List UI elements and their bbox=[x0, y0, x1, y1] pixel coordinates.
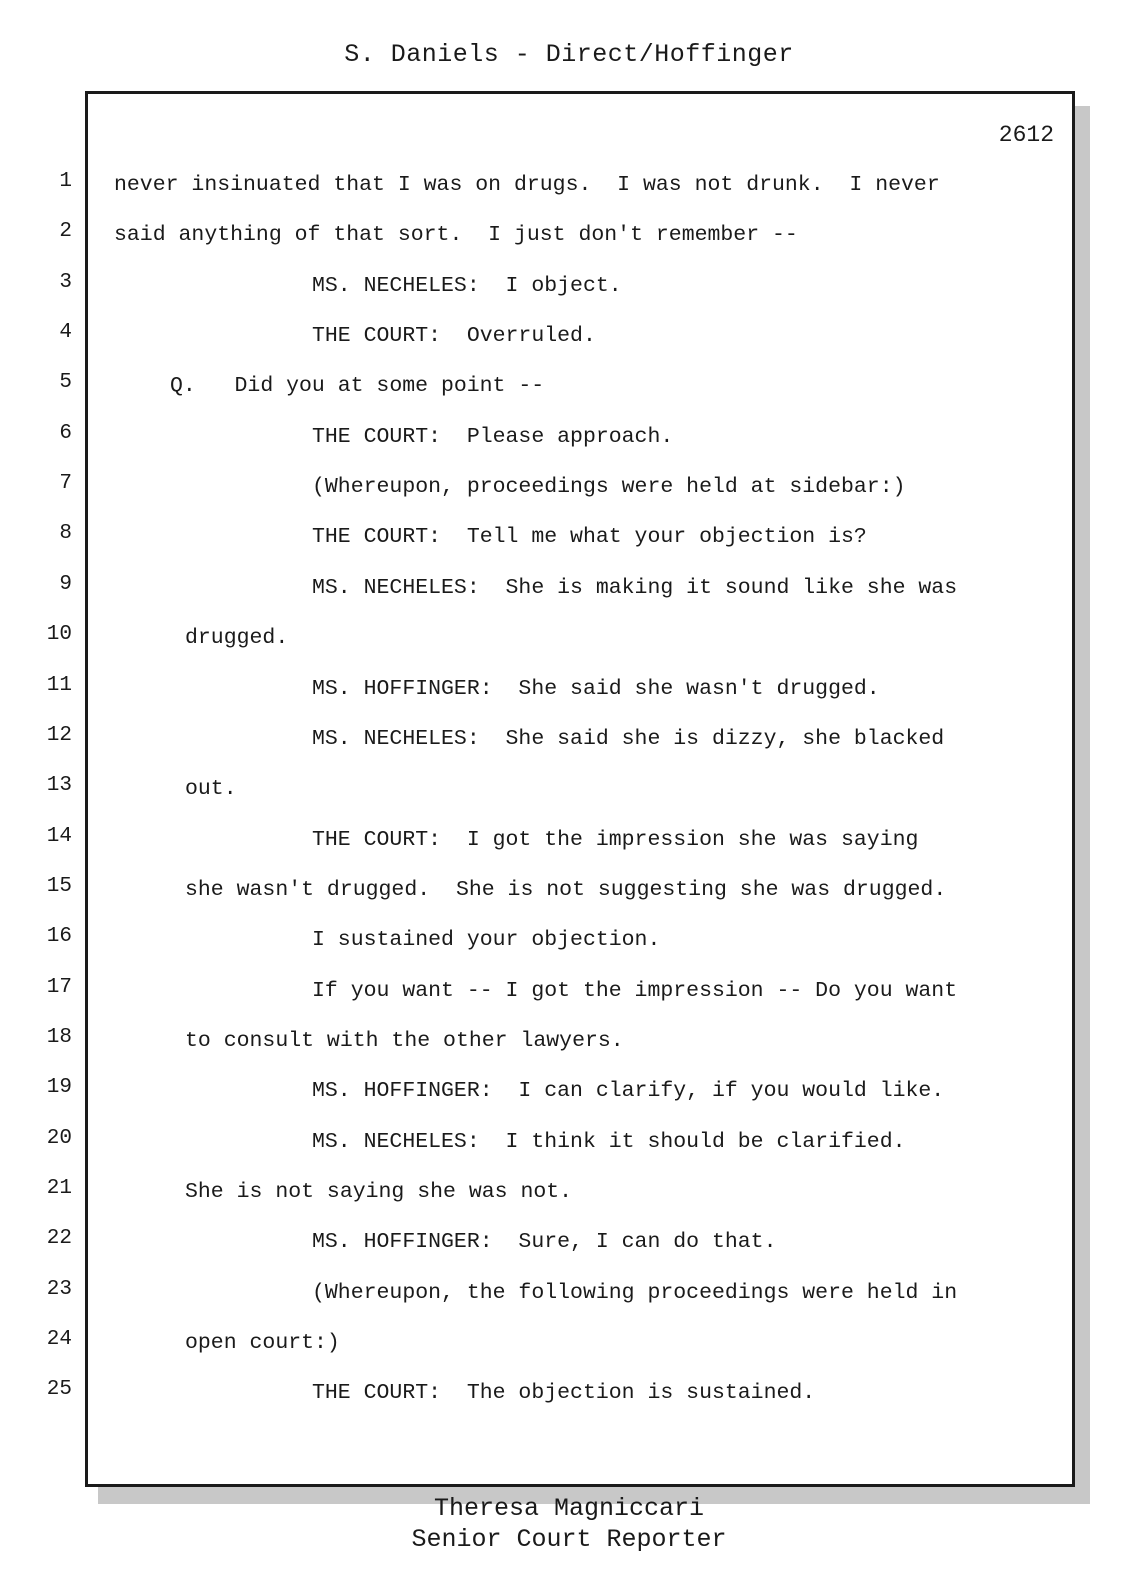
transcript-frame bbox=[85, 91, 1075, 1487]
transcript-line: out. bbox=[185, 777, 237, 802]
transcript-line: MS. NECHELES: She said she is dizzy, she blacked bbox=[312, 726, 945, 751]
transcript-line: to consult with the other lawyers. bbox=[185, 1028, 624, 1053]
transcript-line: MS. HOFFINGER: I can clarify, if you would like. bbox=[312, 1079, 945, 1104]
transcript-line: MS. NECHELES: I object. bbox=[312, 273, 622, 298]
transcript-line: If you want -- I got the impression -- Do you want bbox=[312, 978, 958, 1003]
line-number: 10 bbox=[46, 623, 72, 647]
line-number: 9 bbox=[59, 572, 72, 596]
line-number: 23 bbox=[46, 1277, 72, 1301]
reporter-name: Theresa Magniccari bbox=[433, 1494, 705, 1523]
line-number: 15 bbox=[46, 874, 72, 898]
line-number: 22 bbox=[46, 1227, 72, 1251]
transcript-line: THE COURT: Tell me what your objection is? bbox=[312, 525, 867, 550]
reporter-title: Senior Court Reporter bbox=[411, 1525, 727, 1554]
transcript-line: said anything of that sort. I just don't remember -- bbox=[114, 223, 798, 248]
line-number: 1 bbox=[59, 170, 72, 193]
line-number: 3 bbox=[59, 270, 72, 294]
transcript-line: I sustained your objection. bbox=[312, 928, 661, 953]
line-number: 5 bbox=[59, 371, 72, 395]
transcript-line: THE COURT: Please approach. bbox=[312, 424, 674, 449]
line-number: 13 bbox=[46, 774, 72, 798]
transcript-line: (Whereupon, the following proceedings were held in bbox=[312, 1280, 958, 1305]
transcript-line: MS. NECHELES: She is making it sound like she was bbox=[312, 575, 958, 600]
line-number: 14 bbox=[46, 824, 72, 848]
line-number: 21 bbox=[46, 1177, 72, 1200]
transcript-line: Q. Did you at some point -- bbox=[170, 374, 545, 399]
line-number: 8 bbox=[59, 522, 72, 546]
transcript-line: She is not saying she was not. bbox=[185, 1180, 573, 1204]
transcript-line: (Whereupon, proceedings were held at sidebar:) bbox=[312, 475, 906, 500]
transcript-line: MS. HOFFINGER: Sure, I can do that. bbox=[312, 1230, 777, 1255]
line-number: 20 bbox=[46, 1126, 72, 1150]
line-number: 6 bbox=[59, 421, 72, 445]
transcript-line: open court:) bbox=[185, 1331, 340, 1356]
transcript-line: MS. HOFFINGER: She said she wasn't drugged. bbox=[312, 676, 880, 701]
line-number: 17 bbox=[46, 975, 72, 999]
line-number: 2 bbox=[59, 220, 72, 244]
line-number: 4 bbox=[59, 321, 72, 345]
line-number: 19 bbox=[46, 1076, 72, 1100]
page-header-title: S. Daniels - Direct/Hoffinger bbox=[344, 40, 794, 69]
page-number: 2612 bbox=[998, 122, 1054, 148]
transcript-line: THE COURT: The objection is sustained. bbox=[312, 1381, 816, 1406]
transcript-line: THE COURT: Overruled. bbox=[312, 324, 596, 349]
transcript-line: never insinuated that I was on drugs. I was not drunk. I never bbox=[114, 173, 940, 197]
line-number: 25 bbox=[46, 1378, 72, 1402]
transcript-line: she wasn't drugged. She is not suggesting she was drugged. bbox=[185, 877, 947, 902]
line-number: 18 bbox=[46, 1025, 72, 1049]
line-number: 24 bbox=[46, 1328, 72, 1352]
transcript-line: MS. NECHELES: I think it should be clarified. bbox=[312, 1129, 906, 1154]
line-number: 16 bbox=[46, 925, 72, 949]
line-number: 12 bbox=[46, 723, 72, 747]
line-number: 7 bbox=[59, 472, 72, 496]
transcript-line: THE COURT: I got the impression she was saying bbox=[312, 827, 919, 852]
line-number: 11 bbox=[46, 673, 72, 697]
transcript-line: drugged. bbox=[185, 626, 289, 651]
